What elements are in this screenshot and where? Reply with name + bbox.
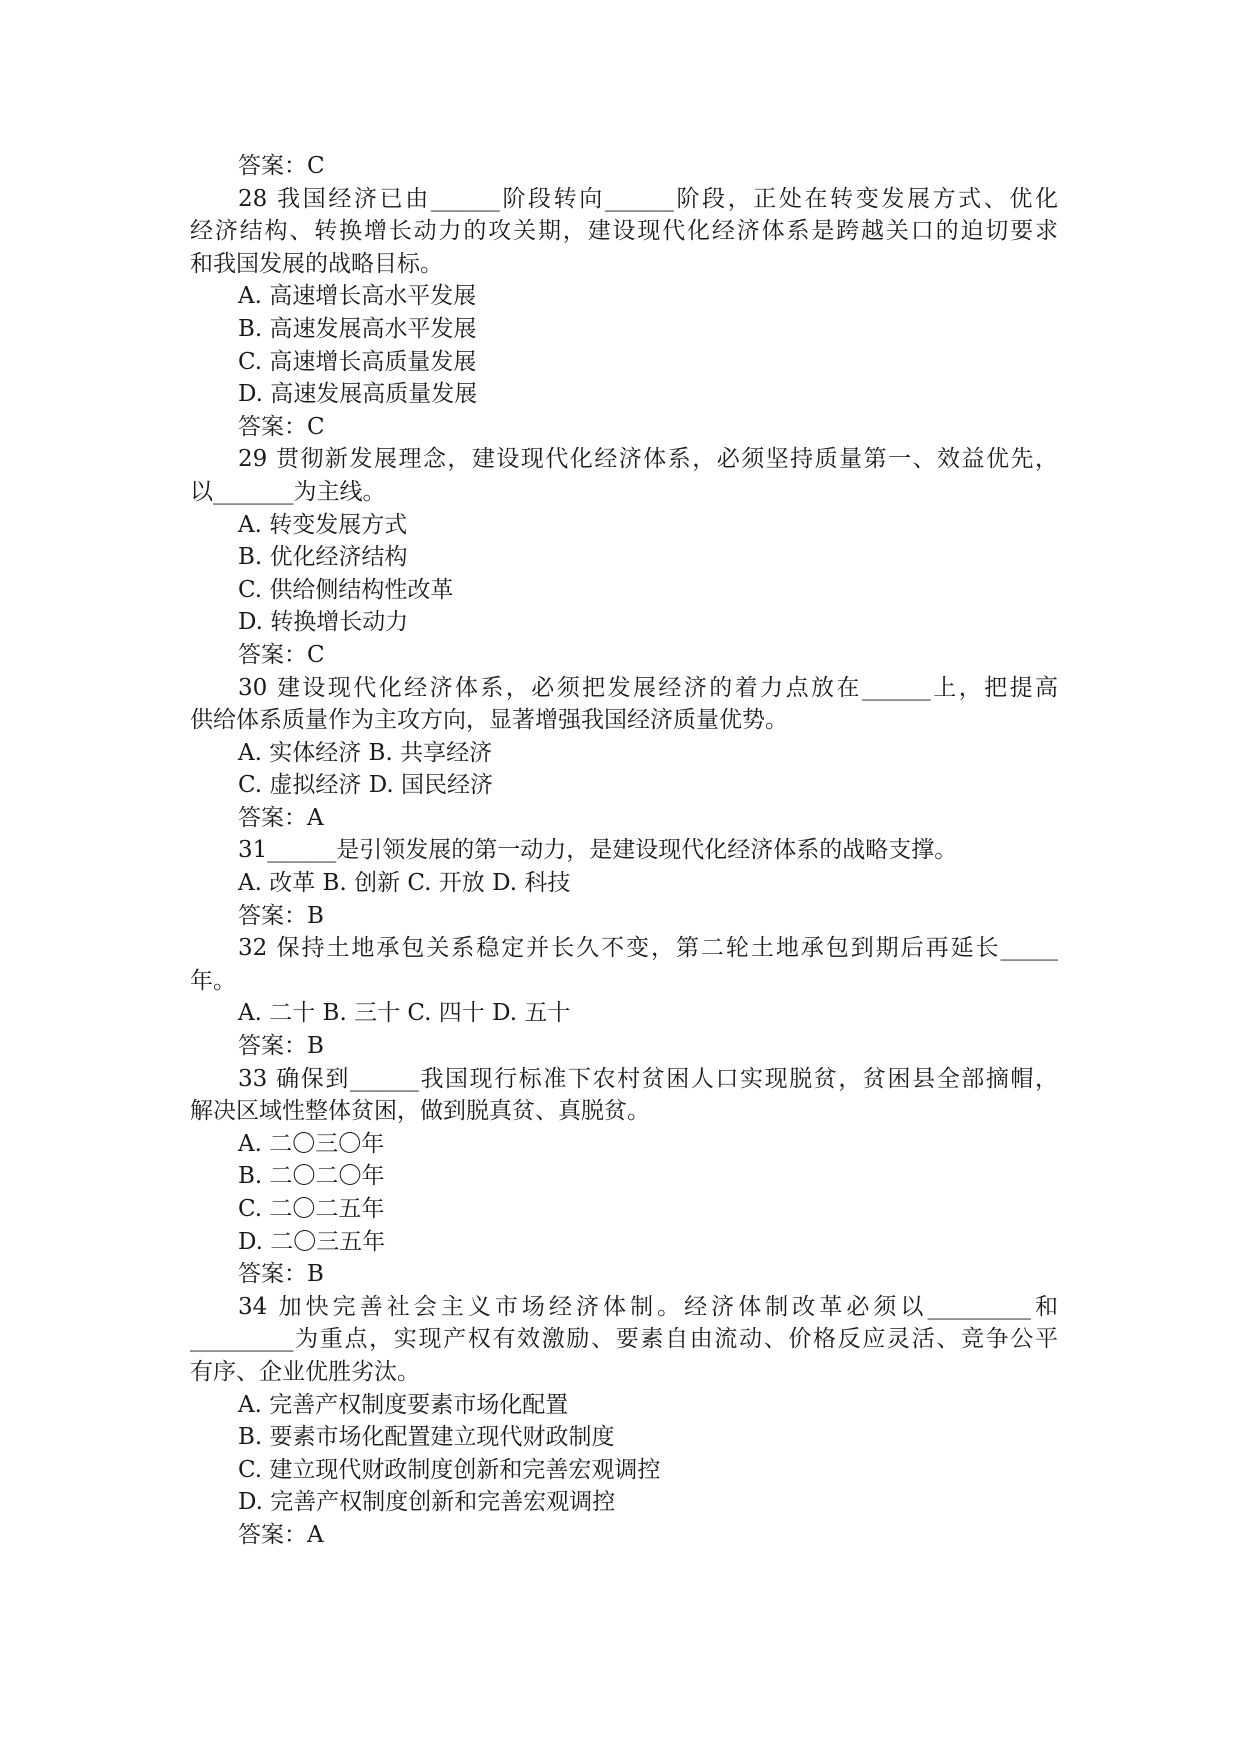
- options-31: A. 改革 B. 创新 C. 开放 D. 科技: [238, 870, 571, 897]
- question-33-line-1: 33 确保到______我国现行标准下农村贫困人口实现脱贫，贫困县全部摘帽，: [238, 1065, 1058, 1092]
- question-32-line-1: 32 保持土地承包关系稳定并长久不变，第二轮土地承包到期后再延长_____: [238, 935, 1058, 962]
- option-34-c: C. 建立现代财政制度创新和完善宏观调控: [238, 1456, 661, 1483]
- option-33-c: C. 二〇二五年: [238, 1196, 385, 1222]
- option-29-a: A. 转变发展方式: [238, 511, 408, 538]
- question-34-line-2: _________为重点，实现产权有效激励、要素自由流动、价格反应灵活、竞争公平: [190, 1326, 1058, 1353]
- option-33-b: B. 二〇二〇年: [238, 1163, 385, 1190]
- question-34-line-1: 34 加快完善社会主义市场经济体制。经济体制改革必须以_________和: [238, 1293, 1058, 1320]
- question-28-line-1: 28 我国经济已由______阶段转向______阶段，正处在转变发展方式、优化: [238, 185, 1058, 212]
- answer-28: 答案：C: [238, 413, 325, 440]
- answer-32: 答案：B: [238, 1033, 324, 1060]
- option-29-b: B. 优化经济结构: [238, 544, 408, 571]
- question-31: 31______是引领发展的第一动力，是建设现代化经济体系的战略支撑。: [238, 837, 958, 864]
- option-28-c: C. 高速增长高质量发展: [238, 348, 477, 375]
- document-body: [190, 150, 1058, 1552]
- answer-30: 答案：A: [238, 804, 324, 831]
- answer-34: 答案：A: [238, 1521, 324, 1548]
- option-28-a: A. 高速增长高水平发展: [238, 283, 477, 310]
- answer-29: 答案：C: [238, 641, 325, 668]
- question-28-line-2: 经济结构、转换增长动力的攻关期，建设现代化经济体系是跨越关口的迫切要求: [190, 218, 1058, 245]
- option-34-a: A. 完善产权制度要素市场化配置: [238, 1391, 569, 1418]
- question-30-line-2: 供给体系质量作为主攻方向，显著增强我国经济质量优势。: [190, 707, 788, 734]
- answer-31: 答案：B: [238, 902, 324, 929]
- options-30-cd: C. 虚拟经济 D. 国民经济: [238, 772, 493, 799]
- option-28-b: B. 高速发展高水平发展: [238, 315, 477, 342]
- option-29-d: D. 转换增长动力: [238, 609, 409, 636]
- options-30-ab: A. 实体经济 B. 共享经济: [238, 739, 493, 766]
- question-32-line-2: 年。: [190, 967, 236, 994]
- question-29-line-1: 29 贯彻新发展理念，建设现代化经济体系，必须坚持质量第一、效益优先，: [238, 446, 1058, 473]
- question-33-line-2: 解决区域性整体贫困，做到脱真贫、真脱贫。: [190, 1098, 650, 1125]
- question-30-line-1: 30 建设现代化经济体系，必须把发展经济的着力点放在______上，把提高: [238, 674, 1058, 701]
- option-33-d: D. 二〇三五年: [238, 1228, 386, 1255]
- option-34-d: D. 完善产权制度创新和完善宏观调控: [238, 1489, 616, 1516]
- question-29-line-2: 以_______为主线。: [190, 478, 386, 505]
- option-33-a: A. 二〇三〇年: [238, 1130, 385, 1157]
- options-32: A. 二十 B. 三十 C. 四十 D. 五十: [238, 1000, 571, 1027]
- option-28-d: D. 高速发展高质量发展: [238, 381, 478, 408]
- question-28-line-3: 和我国发展的战略目标。: [190, 250, 443, 277]
- option-34-b: B. 要素市场化配置建立现代财政制度: [238, 1424, 615, 1451]
- answer-33: 答案：B: [238, 1261, 324, 1288]
- answer-27: 答案：C: [238, 153, 325, 179]
- question-34-line-3: 有序、企业优胜劣汰。: [190, 1358, 420, 1385]
- option-29-c: C. 供给侧结构性改革: [238, 576, 454, 603]
